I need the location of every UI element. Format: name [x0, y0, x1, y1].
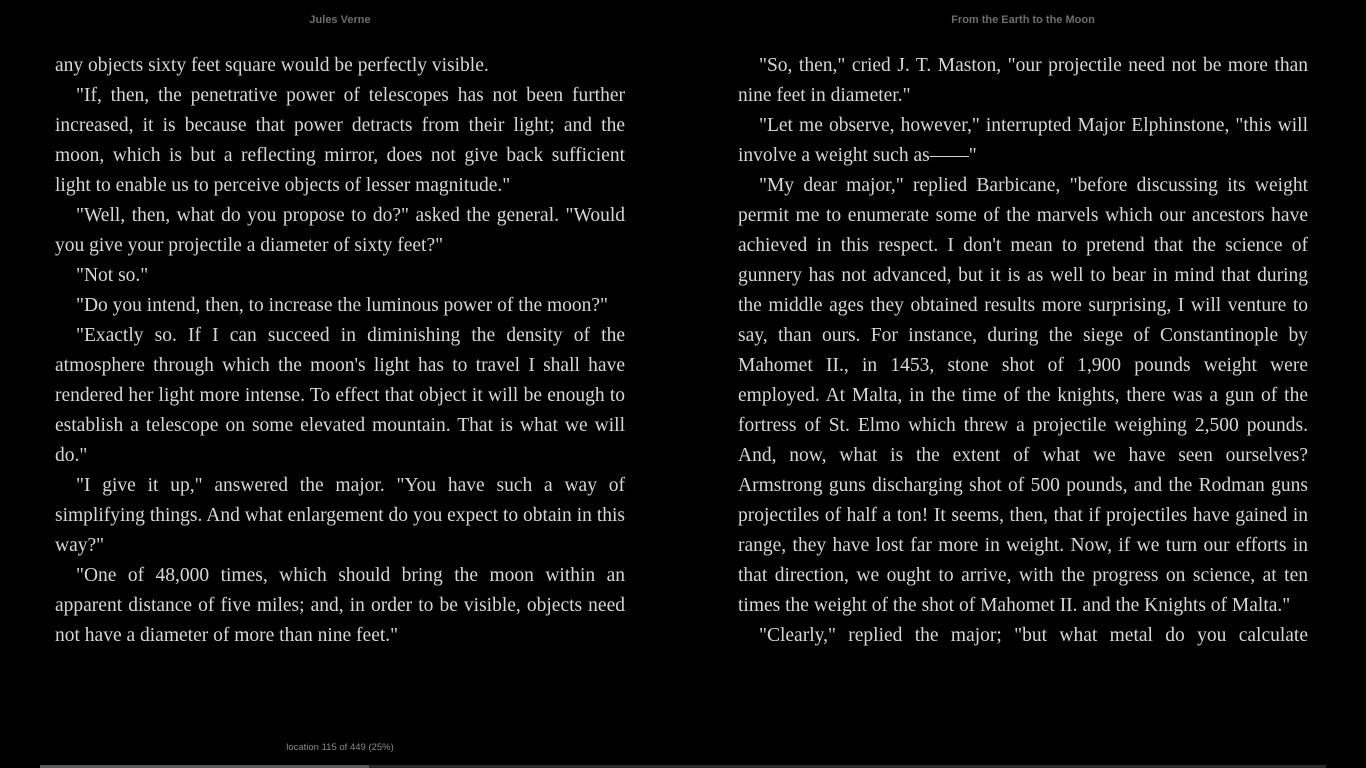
paragraph: "One of 48,000 times, which should bring the moon within an apparent distance of five miles; and, in order to be visible, objects need not have a diameter of more than nine feet." [55, 565, 625, 646]
paragraph: any objects sixty feet square would be perfectly visible. [55, 55, 489, 76]
paragraph: "Not so." [76, 265, 149, 286]
author-running-head: Jules Verne [309, 14, 371, 26]
paragraph: "So, then," cried J. T. Maston, "our projectile need not be more than nine feet in diameter." [738, 55, 1308, 106]
paragraph: "Well, then, what do you propose to do?" asked the general. "Would you give your projectile a diameter of sixty feet?" [55, 205, 625, 256]
paragraph: "I give it up," answered the major. "You have such a way of simplifying things. And what enlargement do you expect to obtain in this way?" [55, 475, 625, 556]
reading-location: location 115 of 449 (25%) [286, 742, 394, 753]
book-title-running-head: From the Earth to the Moon [951, 14, 1095, 26]
paragraph: "If, then, the penetrative power of telescopes has not been further increased, it is because that power detracts from their light; and the moon, which is but a reflecting mirror, does not give back sufficient light to enable us to perceive objects of lesser magnitude." [55, 85, 625, 196]
paragraph: "My dear major," replied Barbicane, "before discussing its weight permit me to enumerate some of the marvels which our ancestors have achieved in this respect. I don't mean to pretend that the science of gunnery has not advanced, but it is as well to bear in mind that during the middle ages they obtained results more surprising, I will venture to say, than ours. For instance, during the siege of Constantinople by Mahomet II., in 1453, stone shot of 1,900 pounds weight were employed. At Malta, in the time of the knights, there was a gun of the fortress of St. Elmo which threw a projectile weighing 2,500 pounds. And, now, what is the extent of what we have seen ourselves? Armstrong guns discharging shot of 500 pounds, and the Rodman guns projectiles of half a ton! It seems, then, that if projectiles have gained in range, they have lost far more in weight. Now, if we turn our efforts in that direction, we ought to arrive, with the progress on science, at ten times the weight of the shot of Mahomet II. and the Knights of Malta." [738, 175, 1308, 616]
paragraph: "Do you intend, then, to increase the luminous power of the moon?" [76, 295, 609, 316]
paragraph: "Let me observe, however," interrupted Major Elphinstone, "this will involve a weight such as——" [738, 115, 1308, 166]
right-page[interactable] [738, 51, 1308, 651]
paragraph: "Exactly so. If I can succeed in diminishing the density of the atmosphere through which the moon's light has to travel I shall have rendered her light more intense. To effect that object it will be enough to establish a telescope on some elevated mountain. That is what we will do." [55, 325, 625, 466]
paragraph: "Clearly," replied the major; "but what metal do you calculate [759, 625, 1308, 646]
left-page[interactable] [55, 51, 625, 651]
